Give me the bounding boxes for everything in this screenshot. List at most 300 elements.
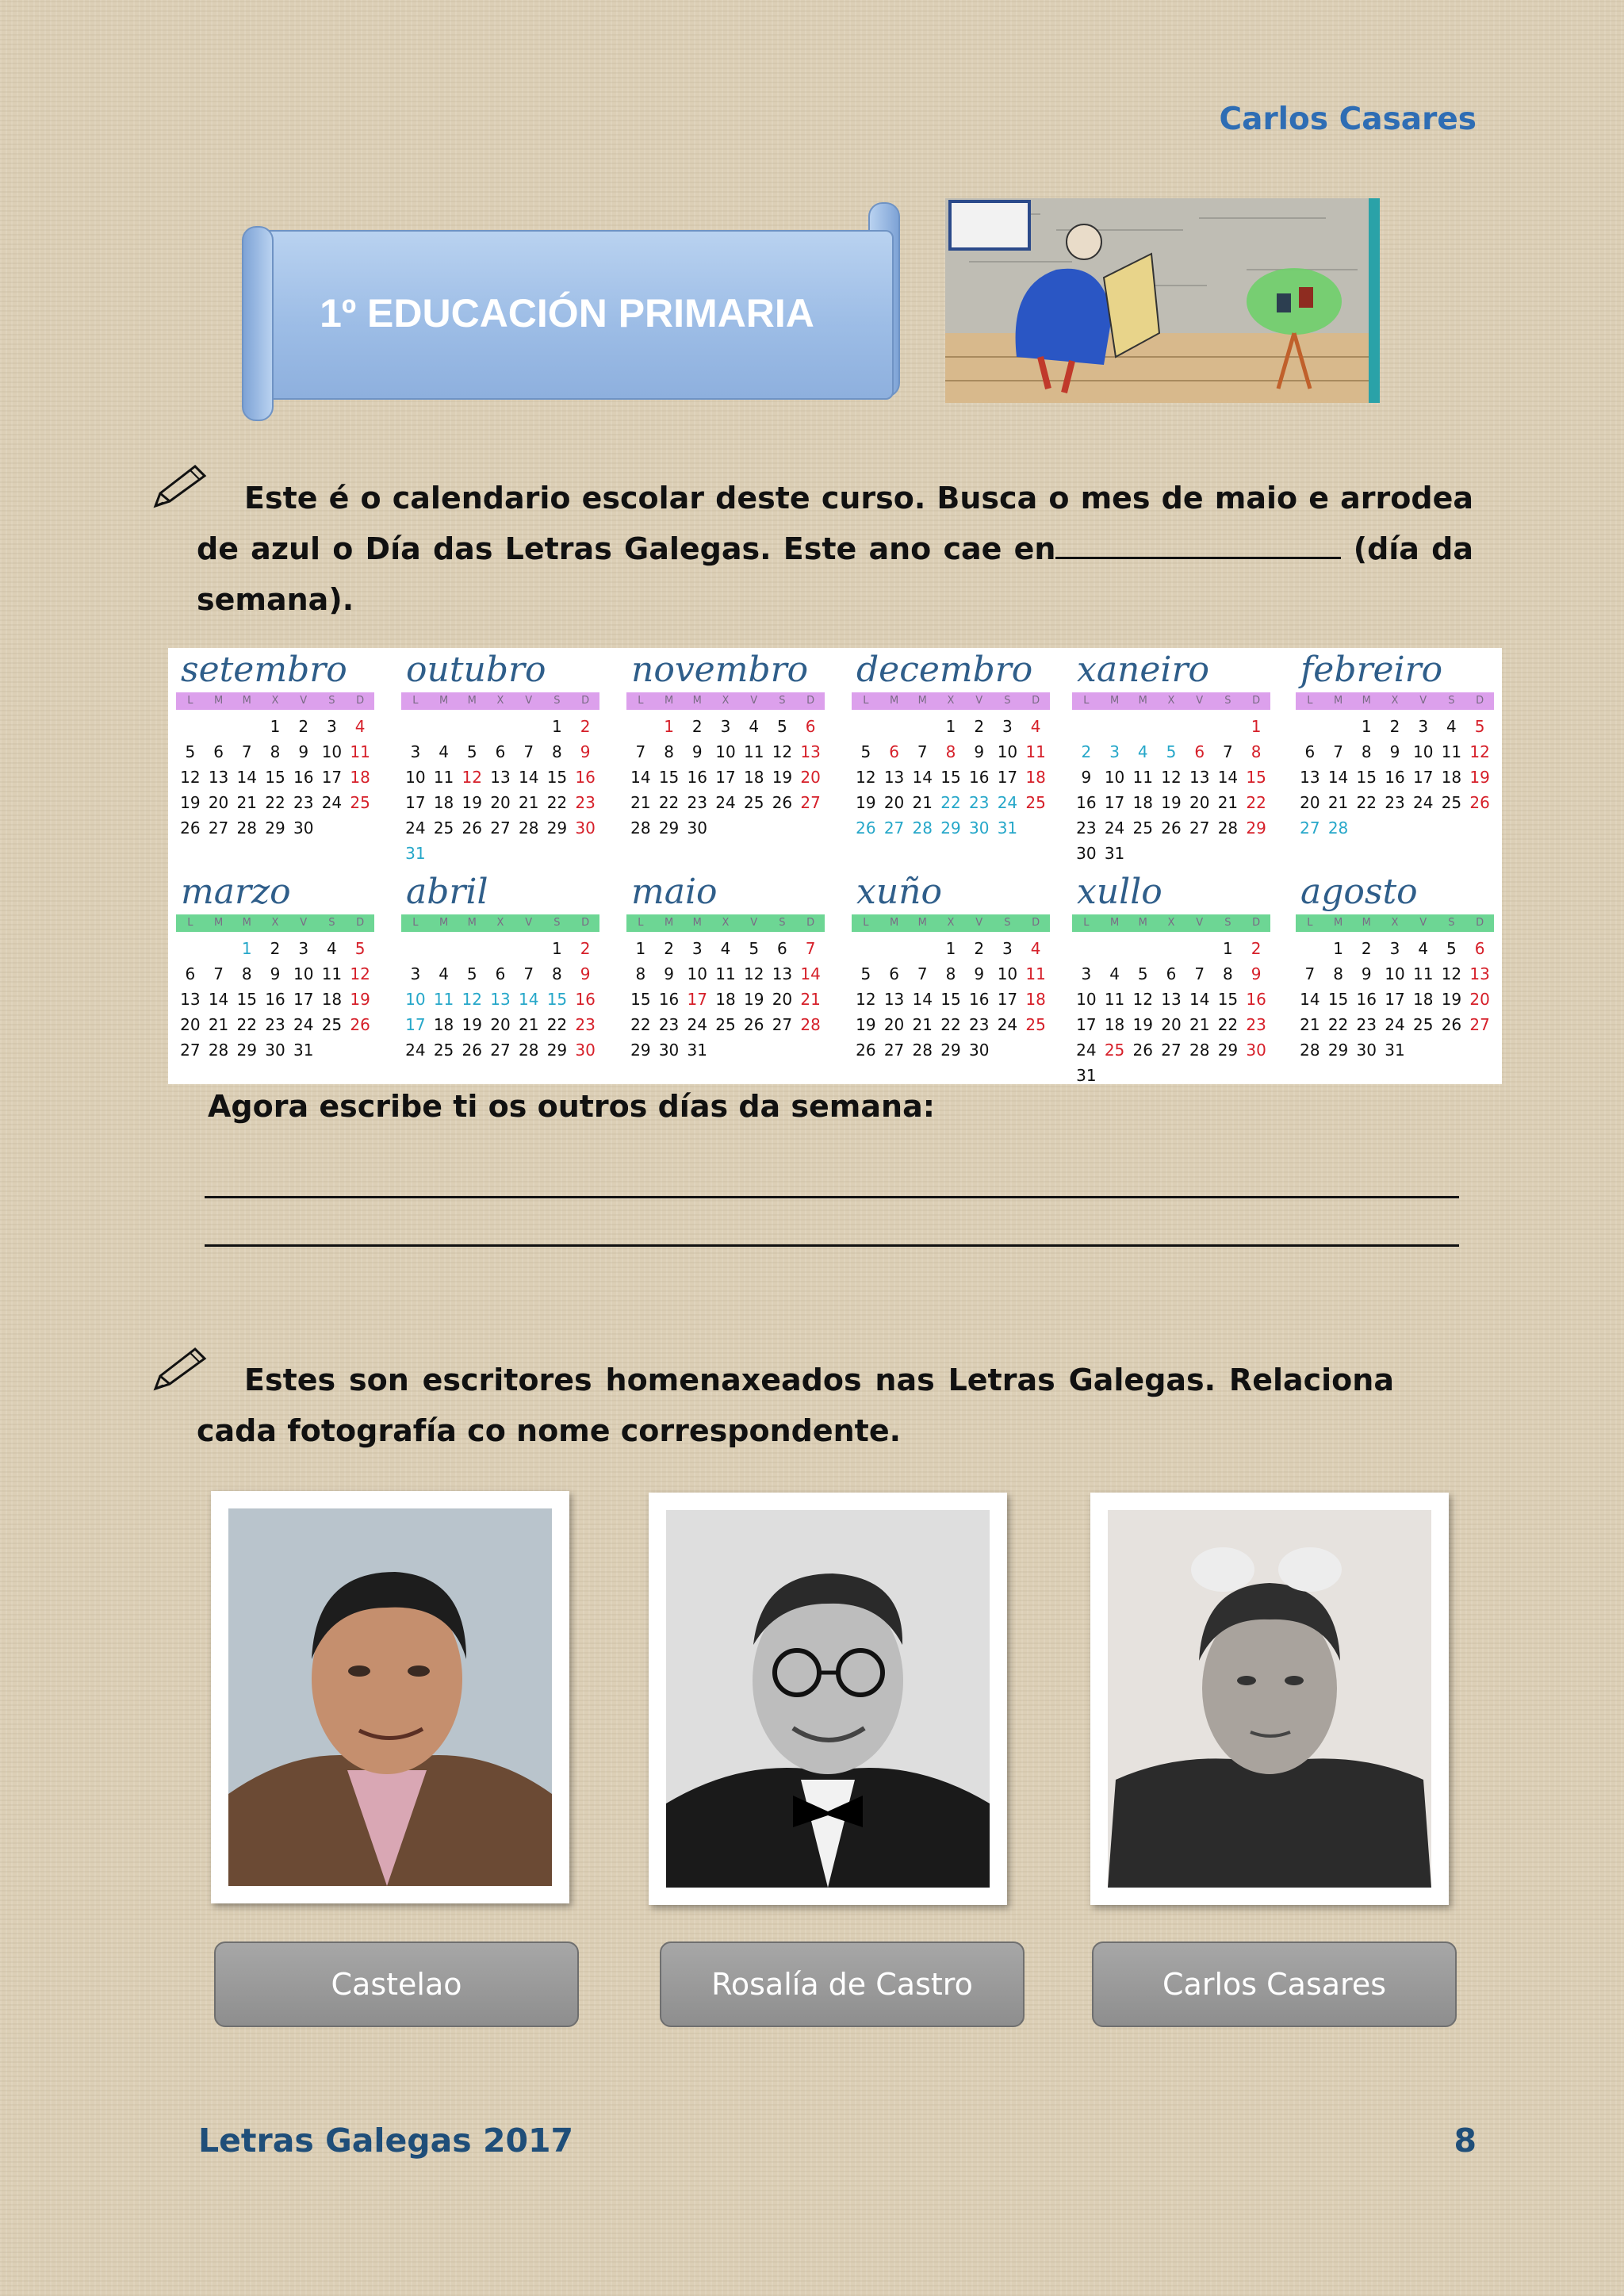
calendar-day[interactable]: 4 (1030, 939, 1041, 958)
calendar-day[interactable]: 20 (1161, 1015, 1182, 1034)
calendar-day[interactable]: 4 (439, 742, 449, 761)
calendar-day[interactable]: 22 (236, 1015, 257, 1034)
calendar-day[interactable]: 28 (912, 818, 933, 838)
calendar-day[interactable]: 11 (743, 742, 764, 761)
calendar-day[interactable]: 6 (1474, 939, 1485, 958)
calendar-day[interactable]: 26 (462, 818, 482, 838)
calendar-day[interactable]: 23 (658, 1015, 680, 1034)
calendar-day[interactable]: 1 (1223, 939, 1233, 958)
calendar-day[interactable]: 27 (1189, 818, 1210, 838)
calendar-day[interactable]: 9 (270, 964, 281, 983)
calendar-day[interactable]: 1 (635, 939, 646, 958)
calendar-day[interactable]: 30 (687, 818, 707, 838)
calendar-day[interactable]: 1 (552, 939, 562, 958)
calendar-day[interactable]: 22 (940, 793, 961, 812)
calendar-day[interactable]: 30 (1246, 1041, 1266, 1060)
calendar-day[interactable]: 12 (772, 742, 793, 761)
calendar-day[interactable]: 19 (1132, 1015, 1153, 1034)
calendar-day[interactable]: 15 (546, 990, 568, 1009)
calendar-day[interactable]: 7 (523, 742, 534, 761)
calendar-day[interactable]: 1 (664, 717, 674, 736)
calendar-day[interactable]: 16 (968, 990, 990, 1009)
calendar-day[interactable]: 20 (490, 793, 511, 812)
calendar-day[interactable]: 11 (715, 964, 736, 983)
calendar-day[interactable]: 6 (185, 964, 196, 983)
calendar-day[interactable]: 6 (777, 939, 787, 958)
calendar-day[interactable]: 8 (270, 742, 281, 761)
calendar-day[interactable]: 30 (968, 818, 990, 838)
calendar-day[interactable]: 23 (968, 1015, 990, 1034)
calendar-day[interactable]: 21 (800, 990, 821, 1009)
calendar-day[interactable]: 22 (546, 793, 568, 812)
calendar-day[interactable]: 2 (580, 939, 591, 958)
calendar-day[interactable]: 12 (1469, 742, 1490, 761)
calendar-day[interactable]: 19 (462, 793, 482, 812)
calendar-day[interactable]: 16 (1246, 990, 1266, 1009)
calendar-day[interactable]: 24 (1385, 1015, 1405, 1034)
calendar-day[interactable]: 4 (720, 939, 731, 958)
calendar-day[interactable]: 15 (1217, 990, 1239, 1009)
calendar-day[interactable]: 19 (1469, 768, 1490, 787)
calendar-day[interactable]: 25 (433, 818, 454, 838)
calendar-day[interactable]: 4 (354, 717, 366, 736)
calendar-day[interactable]: 27 (180, 1041, 201, 1060)
calendar-day[interactable]: 17 (687, 990, 707, 1009)
calendar-day[interactable]: 8 (1333, 964, 1343, 983)
calendar-day[interactable]: 27 (490, 818, 511, 838)
answer-line[interactable] (205, 1196, 1459, 1198)
calendar-day[interactable]: 24 (1104, 818, 1125, 838)
calendar-day[interactable]: 17 (997, 990, 1018, 1009)
calendar-day[interactable]: 2 (1361, 939, 1372, 958)
calendar-day[interactable]: 8 (635, 964, 646, 983)
calendar-day[interactable]: 3 (327, 717, 337, 736)
calendar-day[interactable]: 30 (293, 818, 314, 838)
calendar-day[interactable]: 3 (298, 939, 309, 958)
calendar-day[interactable]: 1 (945, 717, 956, 736)
calendar-day[interactable]: 12 (462, 990, 482, 1009)
calendar-day[interactable]: 29 (658, 818, 680, 838)
calendar-day[interactable]: 4 (1446, 717, 1457, 736)
calendar-day[interactable]: 20 (883, 793, 905, 812)
calendar-day[interactable]: 27 (208, 818, 229, 838)
calendar-day[interactable]: 23 (1385, 793, 1405, 812)
calendar-day[interactable]: 25 (1025, 793, 1046, 812)
calendar-day[interactable]: 3 (1002, 939, 1013, 958)
name-label-rosalia[interactable]: Rosalía de Castro (660, 1941, 1025, 2027)
calendar-day[interactable]: 3 (720, 717, 731, 736)
calendar-day[interactable]: 2 (580, 717, 591, 736)
calendar-day[interactable]: 27 (800, 793, 821, 812)
calendar-day[interactable]: 24 (293, 1015, 314, 1034)
calendar-day[interactable]: 13 (490, 768, 511, 787)
calendar-day[interactable]: 5 (1474, 717, 1485, 736)
calendar-day[interactable]: 13 (208, 768, 229, 787)
calendar-day[interactable]: 17 (1412, 768, 1434, 787)
calendar-day[interactable]: 8 (1361, 742, 1372, 761)
calendar-day[interactable]: 21 (630, 793, 651, 812)
calendar-day[interactable]: 13 (1189, 768, 1210, 787)
calendar-day[interactable]: 24 (405, 1041, 426, 1060)
calendar-day[interactable]: 22 (658, 793, 680, 812)
calendar-day[interactable]: 14 (912, 990, 933, 1009)
calendar-day[interactable]: 10 (997, 742, 1018, 761)
calendar-day[interactable]: 16 (575, 768, 596, 787)
calendar-day[interactable]: 12 (350, 964, 370, 983)
calendar-day[interactable]: 31 (405, 844, 426, 863)
calendar-day[interactable]: 22 (940, 1015, 961, 1034)
calendar-day[interactable]: 20 (180, 1015, 201, 1034)
calendar-day[interactable]: 30 (968, 1041, 990, 1060)
calendar-day[interactable]: 15 (940, 990, 961, 1009)
calendar-day[interactable]: 23 (1076, 818, 1097, 838)
calendar-day[interactable]: 20 (1189, 793, 1210, 812)
calendar-day[interactable]: 24 (321, 793, 343, 812)
calendar-day[interactable]: 6 (495, 742, 506, 761)
calendar-day[interactable]: 29 (546, 1041, 568, 1060)
calendar-day[interactable]: 9 (580, 742, 591, 761)
calendar-day[interactable]: 2 (1081, 742, 1092, 761)
calendar-day[interactable]: 16 (968, 768, 990, 787)
calendar-day[interactable]: 26 (1469, 793, 1490, 812)
calendar-day[interactable]: 25 (433, 1041, 454, 1060)
calendar-day[interactable]: 27 (1300, 818, 1320, 838)
calendar-day[interactable]: 13 (883, 990, 905, 1009)
calendar-day[interactable]: 17 (405, 1015, 426, 1034)
calendar-day[interactable]: 5 (1446, 939, 1457, 958)
calendar-day[interactable]: 24 (997, 793, 1018, 812)
calendar-day[interactable]: 29 (940, 818, 961, 838)
calendar-day[interactable]: 13 (1300, 768, 1320, 787)
calendar-day[interactable]: 30 (658, 1041, 680, 1060)
calendar-day[interactable]: 9 (974, 742, 985, 761)
calendar-day[interactable]: 19 (743, 990, 764, 1009)
calendar-day[interactable]: 5 (860, 742, 871, 761)
calendar-day[interactable]: 15 (1327, 990, 1349, 1009)
calendar-day[interactable]: 14 (912, 768, 933, 787)
calendar-day[interactable]: 28 (1217, 818, 1239, 838)
calendar-day[interactable]: 5 (185, 742, 196, 761)
calendar-day[interactable]: 14 (518, 990, 539, 1009)
calendar-day[interactable]: 30 (575, 818, 596, 838)
calendar-day[interactable]: 24 (687, 1015, 707, 1034)
calendar-day[interactable]: 15 (658, 768, 680, 787)
name-label-casares[interactable]: Carlos Casares (1092, 1941, 1457, 2027)
calendar-day[interactable]: 7 (635, 742, 646, 761)
calendar-day[interactable]: 30 (265, 1041, 285, 1060)
calendar-day[interactable]: 6 (805, 717, 816, 736)
calendar-day[interactable]: 4 (1418, 939, 1429, 958)
calendar-day[interactable]: 30 (1356, 1041, 1377, 1060)
calendar-day[interactable]: 11 (1441, 742, 1462, 761)
calendar-day[interactable]: 11 (433, 990, 454, 1009)
calendar-day[interactable]: 2 (974, 939, 985, 958)
calendar-day[interactable]: 6 (1194, 742, 1205, 761)
calendar-day[interactable]: 10 (293, 964, 314, 983)
calendar-day[interactable]: 31 (1076, 1066, 1097, 1085)
calendar-day[interactable]: 17 (293, 990, 314, 1009)
calendar-day[interactable]: 31 (293, 1041, 314, 1060)
calendar-day[interactable]: 21 (208, 1015, 229, 1034)
calendar-day[interactable]: 1 (1333, 939, 1343, 958)
name-label-castelao[interactable]: Castelao (214, 1941, 579, 2027)
calendar-day[interactable]: 11 (1132, 768, 1153, 787)
calendar-day[interactable]: 20 (490, 1015, 511, 1034)
calendar-day[interactable]: 12 (856, 768, 876, 787)
calendar-day[interactable]: 22 (265, 793, 285, 812)
calendar-day[interactable]: 3 (410, 964, 421, 983)
calendar-day[interactable]: 8 (241, 964, 252, 983)
calendar-day[interactable]: 4 (327, 939, 337, 958)
calendar-day[interactable]: 5 (749, 939, 760, 958)
calendar-day[interactable]: 3 (1002, 717, 1013, 736)
calendar-day[interactable]: 14 (1327, 768, 1349, 787)
calendar-day[interactable]: 17 (997, 768, 1018, 787)
calendar-day[interactable]: 21 (236, 793, 257, 812)
calendar-day[interactable]: 17 (405, 793, 426, 812)
calendar-day[interactable]: 9 (1251, 964, 1262, 983)
calendar-day[interactable]: 28 (1189, 1041, 1210, 1060)
calendar-day[interactable]: 16 (575, 990, 596, 1009)
calendar-day[interactable]: 18 (1025, 990, 1046, 1009)
calendar-day[interactable]: 5 (777, 717, 787, 736)
calendar-day[interactable]: 22 (630, 1015, 651, 1034)
calendar-day[interactable]: 19 (462, 1015, 482, 1034)
calendar-day[interactable]: 6 (889, 742, 899, 761)
calendar-day[interactable]: 23 (1356, 1015, 1377, 1034)
calendar-day[interactable]: 7 (213, 964, 224, 983)
calendar-day[interactable]: 9 (664, 964, 674, 983)
calendar-day[interactable]: 11 (350, 742, 370, 761)
calendar-day[interactable]: 28 (518, 818, 539, 838)
calendar-day[interactable]: 28 (800, 1015, 821, 1034)
calendar-day[interactable]: 26 (1132, 1041, 1153, 1060)
calendar-day[interactable]: 21 (518, 1015, 539, 1034)
calendar-day[interactable]: 17 (1076, 1015, 1097, 1034)
calendar-day[interactable]: 9 (580, 964, 591, 983)
answer-line[interactable] (205, 1244, 1459, 1247)
calendar-day[interactable]: 31 (1385, 1041, 1405, 1060)
calendar-day[interactable]: 19 (856, 793, 876, 812)
calendar-day[interactable]: 23 (265, 1015, 285, 1034)
calendar-day[interactable]: 24 (1076, 1041, 1097, 1060)
calendar-day[interactable]: 20 (1469, 990, 1490, 1009)
calendar-day[interactable]: 21 (1300, 1015, 1320, 1034)
calendar-day[interactable]: 26 (350, 1015, 370, 1034)
writer-photo[interactable] (649, 1493, 1007, 1905)
calendar-day[interactable]: 17 (321, 768, 343, 787)
calendar-day[interactable]: 30 (575, 1041, 596, 1060)
calendar-day[interactable]: 25 (1441, 793, 1462, 812)
calendar-day[interactable]: 24 (715, 793, 736, 812)
calendar-day[interactable]: 13 (800, 742, 821, 761)
calendar-day[interactable]: 7 (805, 939, 816, 958)
calendar-day[interactable]: 1 (1251, 717, 1262, 736)
calendar-day[interactable]: 28 (1300, 1041, 1320, 1060)
calendar-day[interactable]: 20 (1300, 793, 1320, 812)
calendar-day[interactable]: 10 (405, 768, 426, 787)
calendar-day[interactable]: 6 (1304, 742, 1316, 761)
calendar-day[interactable]: 26 (856, 1041, 876, 1060)
calendar-day[interactable]: 29 (1246, 818, 1266, 838)
calendar-day[interactable]: 15 (630, 990, 651, 1009)
calendar-day[interactable]: 18 (743, 768, 764, 787)
calendar-day[interactable]: 7 (241, 742, 252, 761)
calendar-day[interactable]: 15 (1356, 768, 1377, 787)
calendar-day[interactable]: 15 (236, 990, 257, 1009)
calendar-day[interactable]: 2 (974, 717, 985, 736)
calendar-day[interactable]: 23 (293, 793, 314, 812)
calendar-day[interactable]: 3 (1081, 964, 1092, 983)
calendar-day[interactable]: 25 (1025, 1015, 1046, 1034)
calendar-day[interactable]: 31 (997, 818, 1018, 838)
calendar-day[interactable]: 2 (1251, 939, 1262, 958)
calendar-day[interactable]: 29 (236, 1041, 257, 1060)
calendar-day[interactable]: 12 (1441, 964, 1462, 983)
calendar-day[interactable]: 2 (1389, 717, 1400, 736)
calendar-day[interactable]: 6 (495, 964, 506, 983)
calendar-day[interactable]: 19 (1161, 793, 1182, 812)
calendar-day[interactable]: 5 (1166, 742, 1177, 761)
calendar-day[interactable]: 6 (1166, 964, 1177, 983)
calendar-day[interactable]: 24 (405, 818, 426, 838)
calendar-day[interactable]: 13 (490, 990, 511, 1009)
calendar-day[interactable]: 25 (321, 1015, 343, 1034)
calendar-day[interactable]: 25 (1104, 1041, 1125, 1060)
calendar-day[interactable]: 10 (687, 964, 707, 983)
calendar-day[interactable]: 8 (552, 964, 562, 983)
calendar-day[interactable]: 15 (546, 768, 568, 787)
calendar-day[interactable]: 25 (715, 1015, 736, 1034)
calendar-day[interactable]: 26 (772, 793, 793, 812)
calendar-day[interactable]: 27 (490, 1041, 511, 1060)
calendar-day[interactable]: 21 (912, 793, 933, 812)
calendar-day[interactable]: 9 (1389, 742, 1400, 761)
calendar-day[interactable]: 18 (433, 793, 454, 812)
calendar-day[interactable]: 25 (1132, 818, 1153, 838)
calendar-day[interactable]: 3 (691, 939, 703, 958)
calendar-day[interactable]: 12 (743, 964, 764, 983)
calendar-day[interactable]: 17 (1385, 990, 1405, 1009)
calendar-day[interactable]: 15 (1246, 768, 1266, 787)
calendar-day[interactable]: 16 (687, 768, 707, 787)
calendar-day[interactable]: 26 (856, 818, 876, 838)
calendar-day[interactable]: 16 (265, 990, 285, 1009)
calendar-day[interactable]: 18 (1104, 1015, 1125, 1034)
calendar-day[interactable]: 11 (1104, 990, 1125, 1009)
calendar-day[interactable]: 18 (1412, 990, 1434, 1009)
calendar-day[interactable]: 1 (1361, 717, 1372, 736)
calendar-day[interactable]: 9 (1081, 768, 1092, 787)
calendar-day[interactable]: 9 (974, 964, 985, 983)
calendar-day[interactable]: 8 (945, 742, 956, 761)
calendar-day[interactable]: 14 (800, 964, 821, 983)
calendar-day[interactable]: 18 (1025, 768, 1046, 787)
calendar-day[interactable]: 24 (997, 1015, 1018, 1034)
calendar-day[interactable]: 2 (298, 717, 309, 736)
calendar-day[interactable]: 4 (1109, 964, 1120, 983)
calendar-day[interactable]: 23 (1246, 1015, 1266, 1034)
calendar-day[interactable]: 20 (883, 1015, 905, 1034)
calendar-day[interactable]: 12 (1132, 990, 1153, 1009)
calendar-day[interactable]: 27 (772, 1015, 793, 1034)
calendar-day[interactable]: 10 (321, 742, 343, 761)
calendar-day[interactable]: 21 (518, 793, 539, 812)
calendar-day[interactable]: 28 (630, 818, 651, 838)
calendar-day[interactable]: 14 (1189, 990, 1210, 1009)
calendar-day[interactable]: 14 (518, 768, 539, 787)
calendar-day[interactable]: 7 (1304, 964, 1316, 983)
calendar-day[interactable]: 7 (1223, 742, 1233, 761)
calendar-day[interactable]: 2 (691, 717, 703, 736)
calendar-day[interactable]: 1 (241, 939, 252, 958)
calendar-day[interactable]: 23 (968, 793, 990, 812)
calendar-day[interactable]: 2 (664, 939, 674, 958)
calendar-day[interactable]: 28 (518, 1041, 539, 1060)
calendar-day[interactable]: 12 (462, 768, 482, 787)
calendar-day[interactable]: 9 (691, 742, 703, 761)
calendar-day[interactable]: 27 (883, 818, 905, 838)
weekday-blank[interactable] (1055, 533, 1341, 559)
calendar-day[interactable]: 23 (575, 793, 596, 812)
calendar-day[interactable]: 19 (180, 793, 201, 812)
calendar-day[interactable]: 11 (1025, 964, 1046, 983)
calendar-day[interactable]: 29 (265, 818, 285, 838)
calendar-day[interactable]: 8 (552, 742, 562, 761)
calendar-day[interactable]: 28 (208, 1041, 229, 1060)
calendar-day[interactable]: 19 (772, 768, 793, 787)
calendar-day[interactable]: 26 (743, 1015, 764, 1034)
calendar-day[interactable]: 3 (1389, 939, 1400, 958)
calendar-day[interactable]: 19 (1441, 990, 1462, 1009)
calendar-day[interactable]: 25 (1412, 1015, 1434, 1034)
calendar-day[interactable]: 22 (546, 1015, 568, 1034)
calendar-day[interactable]: 1 (270, 717, 281, 736)
calendar-day[interactable]: 15 (940, 768, 961, 787)
calendar-day[interactable]: 4 (439, 964, 449, 983)
calendar-day[interactable]: 7 (1194, 964, 1205, 983)
calendar-day[interactable]: 4 (749, 717, 760, 736)
calendar-day[interactable]: 10 (1076, 990, 1097, 1009)
calendar-day[interactable]: 12 (1161, 768, 1182, 787)
calendar-day[interactable]: 12 (180, 768, 201, 787)
calendar-day[interactable]: 5 (860, 964, 871, 983)
calendar-day[interactable]: 15 (265, 768, 285, 787)
calendar-day[interactable]: 26 (180, 818, 201, 838)
calendar-day[interactable]: 27 (1469, 1015, 1490, 1034)
calendar-day[interactable]: 2 (270, 939, 281, 958)
calendar-day[interactable]: 21 (1189, 1015, 1210, 1034)
calendar-day[interactable]: 7 (917, 964, 928, 983)
calendar-day[interactable]: 28 (236, 818, 257, 838)
calendar-day[interactable]: 27 (883, 1041, 905, 1060)
calendar-day[interactable]: 25 (743, 793, 764, 812)
calendar-day[interactable]: 16 (1356, 990, 1377, 1009)
calendar-day[interactable]: 1 (945, 939, 956, 958)
calendar-day[interactable]: 7 (917, 742, 928, 761)
calendar-day[interactable]: 23 (575, 1015, 596, 1034)
calendar-day[interactable]: 14 (208, 990, 229, 1009)
calendar-day[interactable]: 10 (997, 964, 1018, 983)
calendar-day[interactable]: 21 (1327, 793, 1349, 812)
calendar-day[interactable]: 31 (687, 1041, 707, 1060)
calendar-day[interactable]: 16 (293, 768, 314, 787)
calendar-day[interactable]: 22 (1246, 793, 1266, 812)
calendar-day[interactable]: 6 (889, 964, 899, 983)
calendar-day[interactable]: 26 (1161, 818, 1182, 838)
calendar-day[interactable]: 29 (1327, 1041, 1349, 1060)
calendar-day[interactable]: 29 (546, 818, 568, 838)
